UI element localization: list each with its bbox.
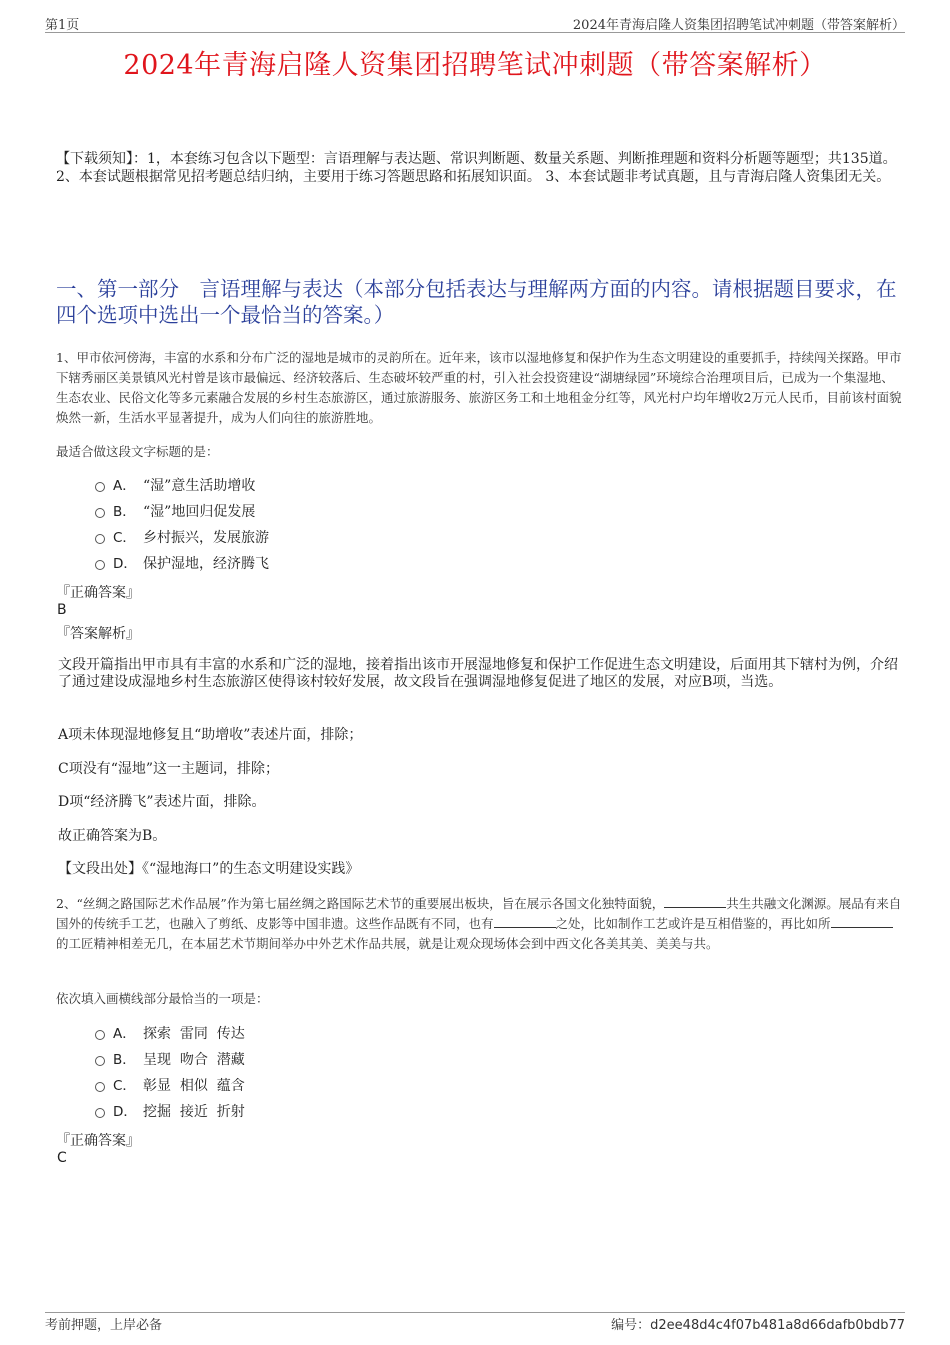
radio-icon[interactable] (95, 534, 105, 544)
question-2-option-c[interactable] (95, 1076, 245, 1096)
header-divider (45, 32, 905, 33)
option-letter: C． (113, 530, 136, 546)
question-1-answer: B (57, 602, 67, 618)
radio-icon[interactable] (95, 560, 105, 570)
radio-icon[interactable] (95, 482, 105, 492)
option-text: 探索 雷同 传达 (143, 1026, 245, 1042)
question-1-analysis-label: 『答案解析』 (56, 626, 140, 642)
section-heading: 一、第一部分 言语理解与表达（本部分包括表达与理解两方面的内容。请根据题目要求，在四个选项中选出一个最恰当的答案。） (56, 277, 897, 327)
question-2-option-d[interactable] (95, 1102, 245, 1122)
option-text: 保护湿地，经济腾飞 (143, 556, 269, 572)
question-1-option-a[interactable] (95, 476, 255, 496)
question-2-text (56, 894, 904, 954)
footer-divider (45, 1312, 905, 1313)
question-1-answer-label: 『正确答案』 (56, 585, 140, 601)
option-letter: A． (113, 1026, 136, 1042)
option-text: 挖掘 接近 折射 (143, 1104, 245, 1120)
question-1-text: 1、甲市依河傍海，丰富的水系和分布广泛的湿地是城市的灵韵所在。近年来，该市以湿地修复和保护作为生态文明建设的重要抓手，持续闯关探路。甲市下辖秀丽区美景镇风光村曾是该市最偏远、经济较落后、生态破坏较严重的村，引入社会投资建设“湖塘绿园”环境综合治理项目后，已成为一个集湿地、生态农业、民俗文化等多元素融合发展的乡村生态旅游区，通过旅游服务、旅游区务工和土地租金分红等，风光村户均年增收2万元人民币，目前该村面貌焕然一新，生活水平显著提升，成为人们向往的旅游胜地。 (56, 350, 902, 425)
option-text: “湿”地回归促发展 (143, 504, 256, 520)
question-2-prompt: 依次填入画横线部分最恰当的一项是： (56, 991, 269, 1006)
footer-slogan: 考前押题，上岸必备 (45, 1318, 163, 1333)
question-2-answer: C (57, 1150, 67, 1166)
question-2-option-b[interactable] (95, 1050, 245, 1070)
footer-code (611, 1314, 905, 1333)
option-text: “湿”意生活助增收 (143, 478, 256, 494)
header-doc-title: 2024年青海启隆人资集团招聘笔试冲刺题（带答案解析） (572, 18, 905, 33)
question-2-text-part: 之处，比如制作工艺或许是互相借鉴的，再比如所 (555, 916, 831, 931)
fill-blank-3 (831, 915, 893, 928)
question-1-option-d[interactable] (95, 554, 269, 574)
radio-icon[interactable] (95, 1108, 105, 1118)
question-1-analysis-a: A项未体现湿地修复且“助增收”表述片面，排除； (58, 727, 363, 743)
question-2-text-part: 的工匠精神相差无几，在本届艺术节期间举办中外艺术作品共展，就是让观众现场体会到中西文化各美其美、美美与共。 (56, 936, 719, 951)
question-1-source: 【文段出处】《“湿地海口”的生态文明建设实践》 (58, 861, 360, 877)
question-1-conclusion: 故正确答案为B。 (58, 828, 167, 844)
question-2-answer-label: 『正确答案』 (56, 1133, 140, 1149)
question-1-prompt: 最适合做这段文字标题的是： (56, 444, 219, 459)
radio-icon[interactable] (95, 1030, 105, 1040)
question-2-text-part: 2、“丝绸之路国际艺术作品展”作为第七届丝绸之路国际艺术节的重要展出板块，旨在展示各国文化独特面貌， (56, 896, 665, 911)
option-letter: D． (113, 1104, 137, 1120)
option-letter: C． (113, 1078, 136, 1094)
page-title: 2024年青海启隆人资集团招聘笔试冲刺题（带答案解析） (123, 50, 827, 81)
option-text: 乡村振兴，发展旅游 (143, 530, 269, 546)
option-letter: D． (113, 556, 137, 572)
radio-icon[interactable] (95, 1082, 105, 1092)
question-2-option-a[interactable] (95, 1024, 245, 1044)
option-text: 呈现 吻合 潜藏 (143, 1052, 245, 1068)
question-1-analysis-c: C项没有“湿地”这一主题词，排除； (58, 761, 280, 777)
footer-code-label: 编号： (611, 1318, 651, 1333)
question-2-text-part: 共生共融文化渊源。展品有来自国外的传统手工艺，也融入了剪纸、皮影等中国非遗。这些作品既有不同，也有 (56, 896, 902, 931)
question-1-analysis-d: D项“经济腾飞”表述片面，排除。 (58, 794, 266, 810)
option-letter: B． (113, 1052, 136, 1068)
radio-icon[interactable] (95, 1056, 105, 1066)
question-1-option-c[interactable] (95, 528, 269, 548)
fill-blank-2 (494, 915, 556, 928)
radio-icon[interactable] (95, 508, 105, 518)
option-letter: B． (113, 504, 136, 520)
footer-code-value: d2ee48d4c4f07b481a8d66dafb0bdb77 (650, 1318, 905, 1333)
question-1-option-b[interactable] (95, 502, 255, 522)
header-page-number: 第1页 (45, 18, 80, 33)
option-letter: A． (113, 478, 136, 494)
option-text: 彰显 相似 蕴含 (143, 1078, 245, 1094)
fill-blank-1 (664, 895, 726, 908)
download-notice: 【下载须知】：1，本套练习包含以下题型：言语理解与表达题、常识判断题、数量关系题、判断推理题和资料分析题等题型；共135道。 2、本套试题根据常见招考题总结归纳，主要用于练习答题思路和拓展知识面。 3、本套试题非考试真题，且与青海启隆人资集团无关。 (56, 151, 897, 185)
question-1-analysis-main: 文段开篇指出甲市具有丰富的水系和广泛的湿地，接着指出该市开展湿地修复和保护工作促进生态文明建设，后面用其下辖村为例，介绍了通过建设成湿地乡村生态旅游区使得该村较好发展，故文段旨在强调湿地修复促进了地区的发展，对应B项，当选。 (58, 657, 898, 690)
